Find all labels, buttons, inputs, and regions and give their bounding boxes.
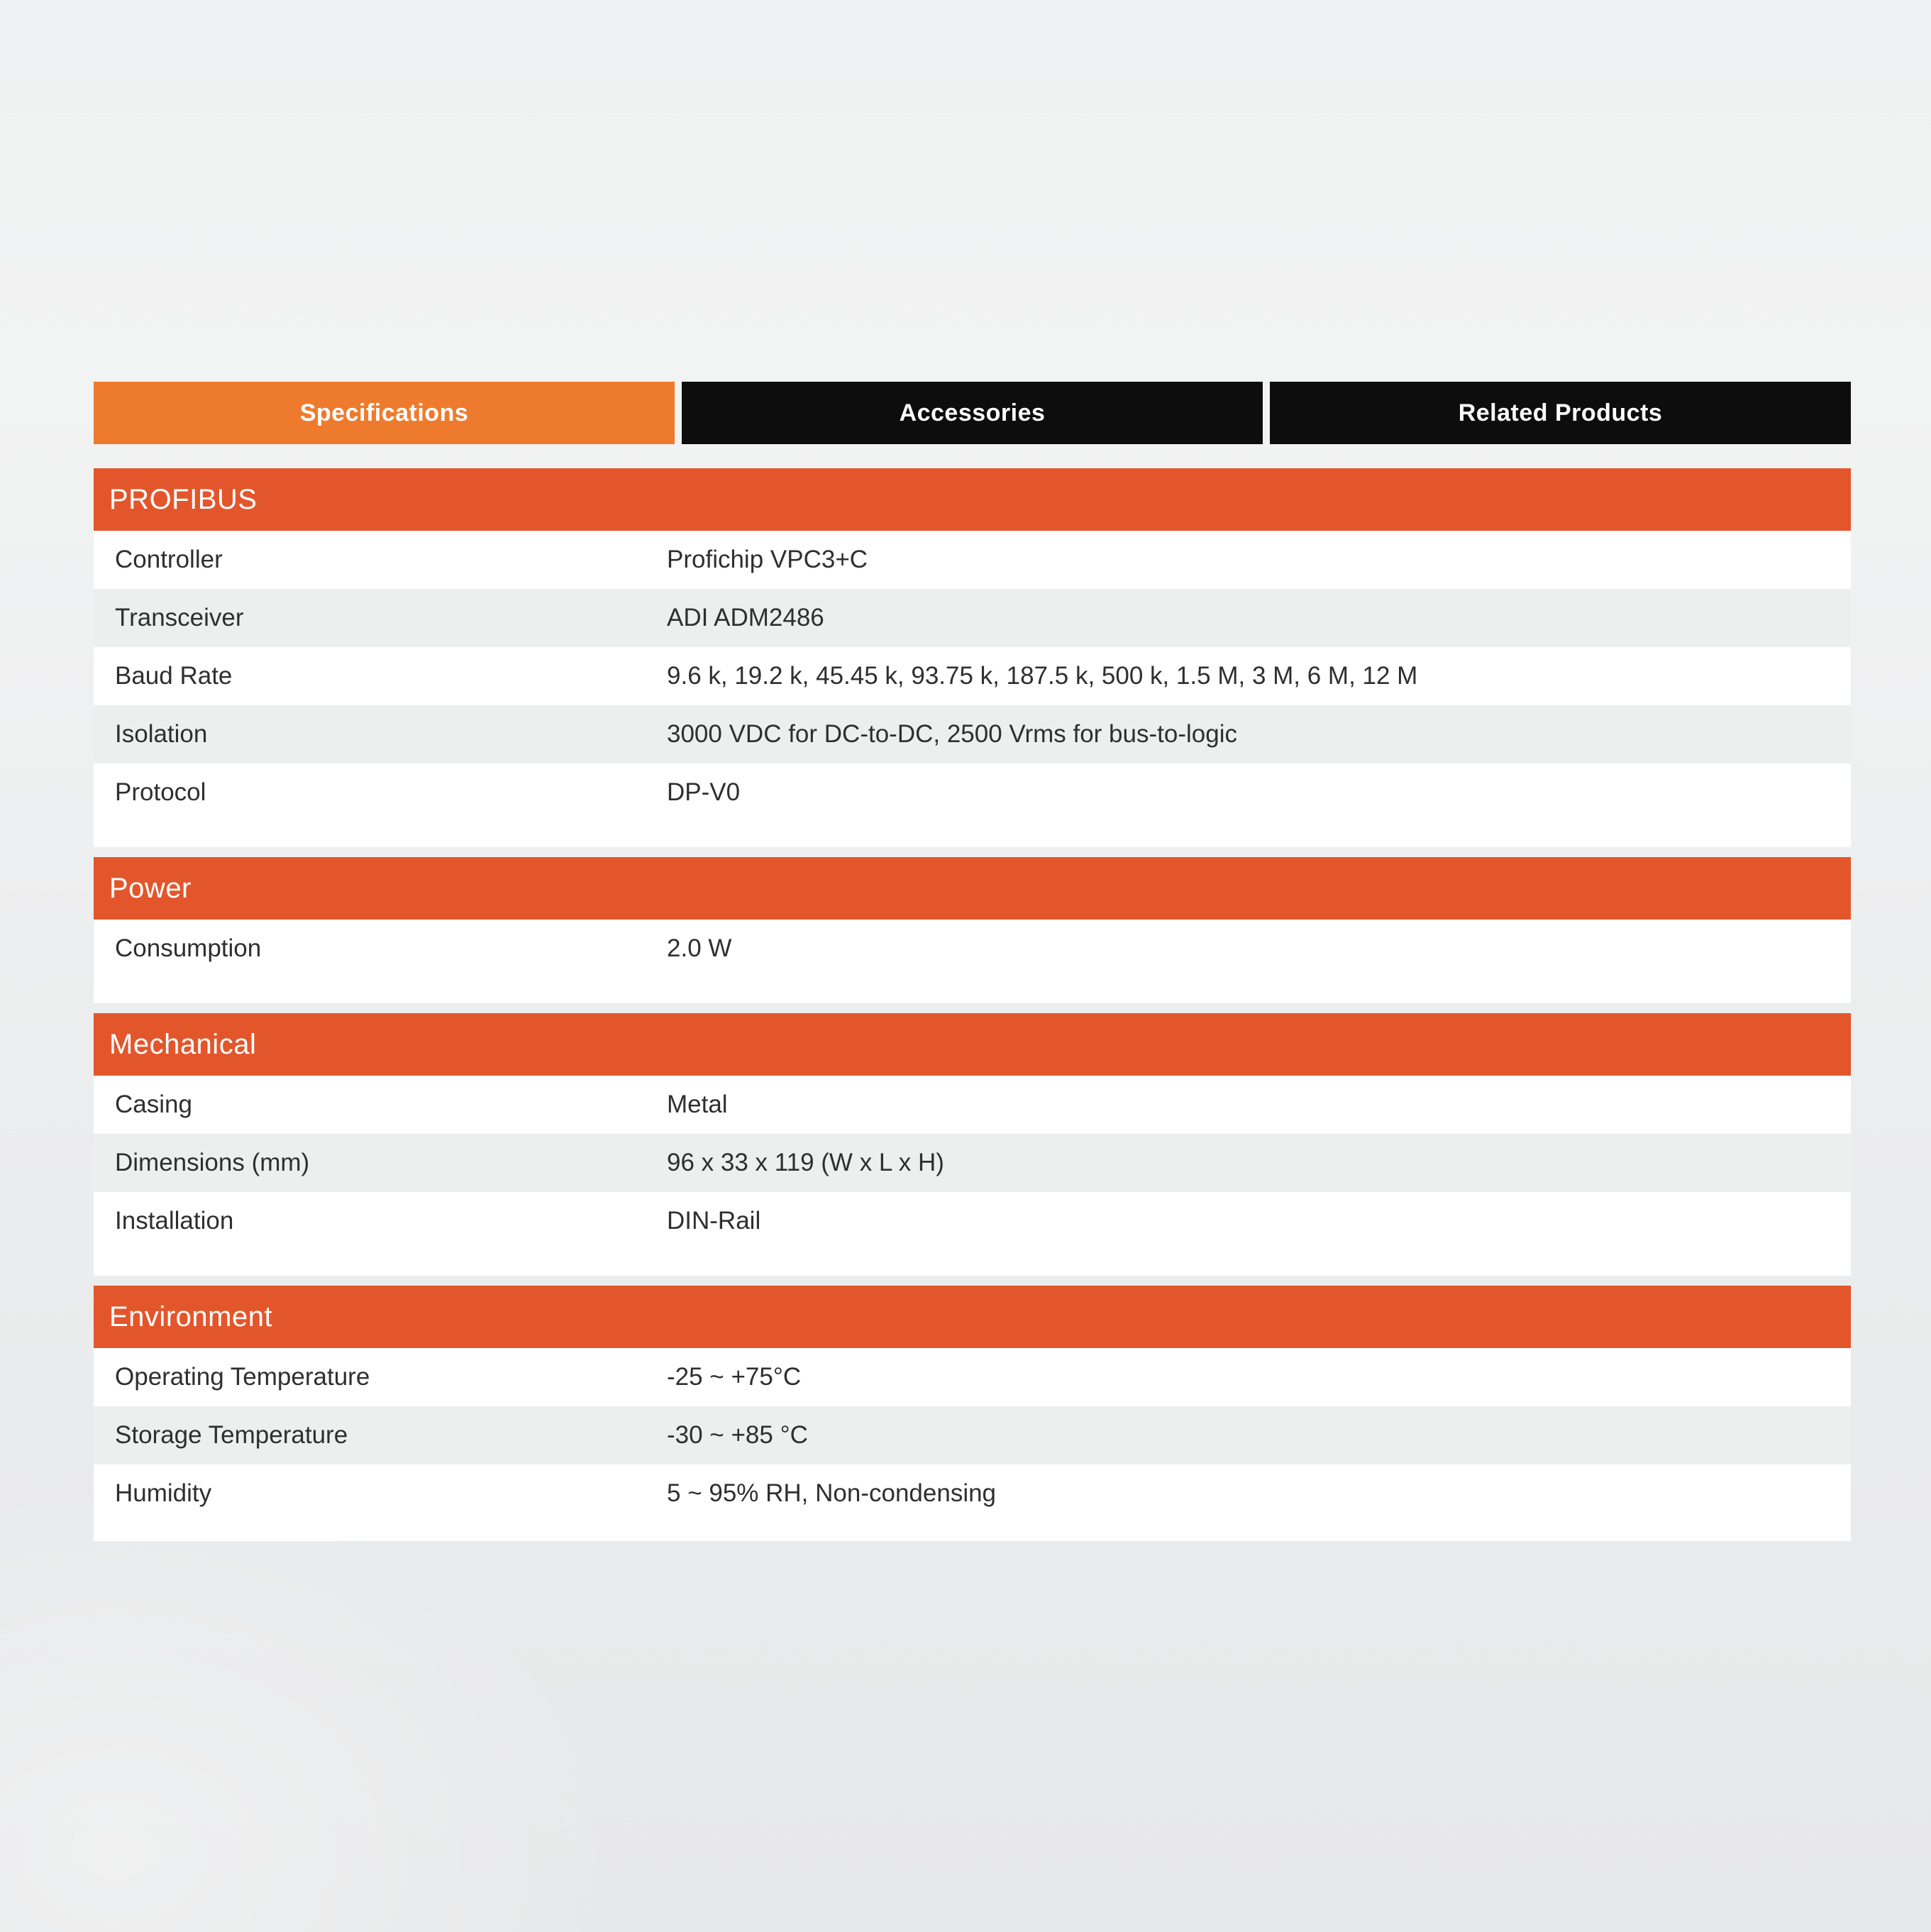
tab-bar xyxy=(94,382,1851,444)
spec-value: -30 ~ +85 °C xyxy=(667,1421,808,1449)
table-row xyxy=(94,647,1851,705)
spec-value: 2.0 W xyxy=(667,934,732,962)
tab-accessories[interactable]: Accessories xyxy=(682,382,1263,444)
product-spec-panel xyxy=(94,382,1851,1551)
spec-value: DP-V0 xyxy=(667,778,741,806)
spec-label: Protocol xyxy=(115,778,206,806)
table-row xyxy=(94,1192,1851,1276)
section-header-mechanical: Mechanical xyxy=(94,1013,1851,1076)
spec-value: 96 x 33 x 119 (W x L x H) xyxy=(667,1149,944,1176)
spec-value: -25 ~ +75°C xyxy=(667,1363,802,1391)
spec-value: Profichip VPC3+C xyxy=(667,546,868,573)
tab-specifications[interactable]: Specifications xyxy=(94,382,675,444)
spec-label: Baud Rate xyxy=(115,662,233,690)
spec-label: Controller xyxy=(115,546,223,573)
table-row xyxy=(94,920,1851,1003)
table-row xyxy=(94,1464,1851,1541)
table-row xyxy=(94,1406,1851,1464)
table-row xyxy=(94,531,1851,589)
table-row xyxy=(94,763,1851,847)
table-row xyxy=(94,589,1851,647)
spec-label: Isolation xyxy=(115,720,208,748)
section-profibus xyxy=(94,468,1851,847)
tab-related-products[interactable]: Related Products xyxy=(1270,382,1851,444)
spec-label: Consumption xyxy=(115,934,262,962)
spec-table xyxy=(94,468,1851,1541)
spec-label: Operating Temperature xyxy=(115,1363,370,1391)
table-row xyxy=(94,1348,1851,1406)
section-mechanical xyxy=(94,1013,1851,1276)
spec-label: Casing xyxy=(115,1091,192,1118)
table-row xyxy=(94,705,1851,763)
spec-label: Storage Temperature xyxy=(115,1421,348,1449)
section-header-environment: Environment xyxy=(94,1286,1851,1348)
section-header-power: Power xyxy=(94,857,1851,920)
table-row xyxy=(94,1076,1851,1134)
spec-value: DIN-Rail xyxy=(667,1207,761,1235)
spec-value: 9.6 k, 19.2 k, 45.45 k, 93.75 k, 187.5 k, 500 k, 1.5 M, 3 M, 6 M, 12 M xyxy=(667,662,1418,690)
spec-label: Humidity xyxy=(115,1479,212,1507)
spec-value: Metal xyxy=(667,1091,728,1118)
spec-value: 5 ~ 95% RH, Non-condensing xyxy=(667,1479,997,1507)
spec-value: ADI ADM2486 xyxy=(667,604,824,631)
spec-label: Dimensions (mm) xyxy=(115,1149,310,1176)
section-power xyxy=(94,857,1851,1003)
section-environment xyxy=(94,1286,1851,1541)
spec-label: Installation xyxy=(115,1207,234,1235)
spec-label: Transceiver xyxy=(115,604,244,631)
table-row xyxy=(94,1134,1851,1192)
spec-value: 3000 VDC for DC-to-DC, 2500 Vrms for bus-to-logic xyxy=(667,720,1237,748)
section-header-profibus: PROFIBUS xyxy=(94,468,1851,531)
